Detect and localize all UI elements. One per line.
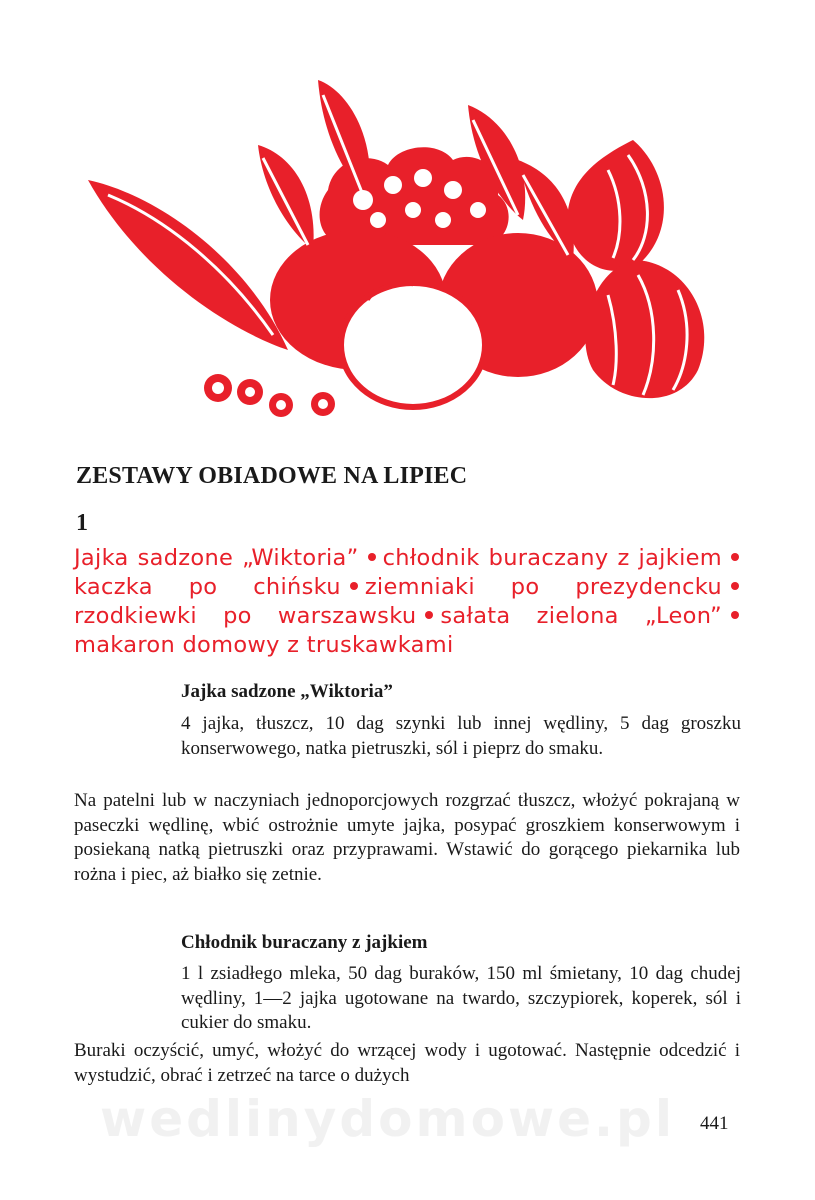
bullet-icon xyxy=(731,553,739,561)
menu-list xyxy=(74,544,746,660)
bullet-icon xyxy=(731,582,739,590)
menu-item: sałata zielona „Leon” xyxy=(440,603,722,629)
page-number: 441 xyxy=(700,1113,729,1134)
bullet-icon xyxy=(350,582,358,590)
recipe-instructions: Na patelni lub w naczyniach jednoporcjowych rozgrzać tłuszcz, włożyć pokrajaną w paseczki wędlinę, wbić ostrożnie umyte jajka, posypać groszkiem konserwowym i posiekaną natką pietruszki oraz przyprawami. Wstawić do gorącego piekarnika lub rożna i piec, aż białko się zetnie. xyxy=(74,790,740,885)
page-title: ZESTAWY OBIADOWE NA LIPIEC xyxy=(76,463,468,489)
menu-item: Jajka sadzone „Wiktoria” xyxy=(74,545,359,571)
menu-item: chłodnik buraczany z jajkiem xyxy=(382,545,722,571)
recipe-ingredients: 4 jajka, tłuszcz, 10 dag szynki lub innej wędliny, 5 dag groszku konserwowego, natka pietruszki, sól i pieprz do smaku. xyxy=(181,713,741,759)
menu-item: makaron domowy z truskawkami xyxy=(74,632,454,658)
recipe-ingredients: 1 l zsiadłego mleka, 50 dag buraków, 150 ml śmietany, 10 dag chudej wędliny, 1—2 jajka ugotowane na twardo, szczypiorek, koperek, sól i cukier do smaku. xyxy=(181,963,741,1033)
bullet-icon xyxy=(425,611,433,619)
bullet-icon xyxy=(731,611,739,619)
watermark: wedlinydomowe.pl xyxy=(100,1090,675,1148)
recipe-title: Jajka sadzone „Wiktoria” xyxy=(181,681,393,702)
set-number: 1 xyxy=(76,510,88,536)
menu-item: ziemniaki po prezydencku xyxy=(364,574,722,600)
vegetables-illustration-icon xyxy=(78,60,748,430)
recipe-instructions: Buraki oczyścić, umyć, włożyć do wrzącej wody i ugotować. Następnie odcedzić i wystudzić, obrać i zetrzeć na tarce o dużych xyxy=(74,1040,740,1086)
menu-item: kaczka po chińsku xyxy=(74,574,341,600)
recipe-title: Chłodnik buraczany z jajkiem xyxy=(181,932,428,953)
bullet-icon xyxy=(368,553,376,561)
menu-item: rzodkiewki po warszawsku xyxy=(74,603,417,629)
